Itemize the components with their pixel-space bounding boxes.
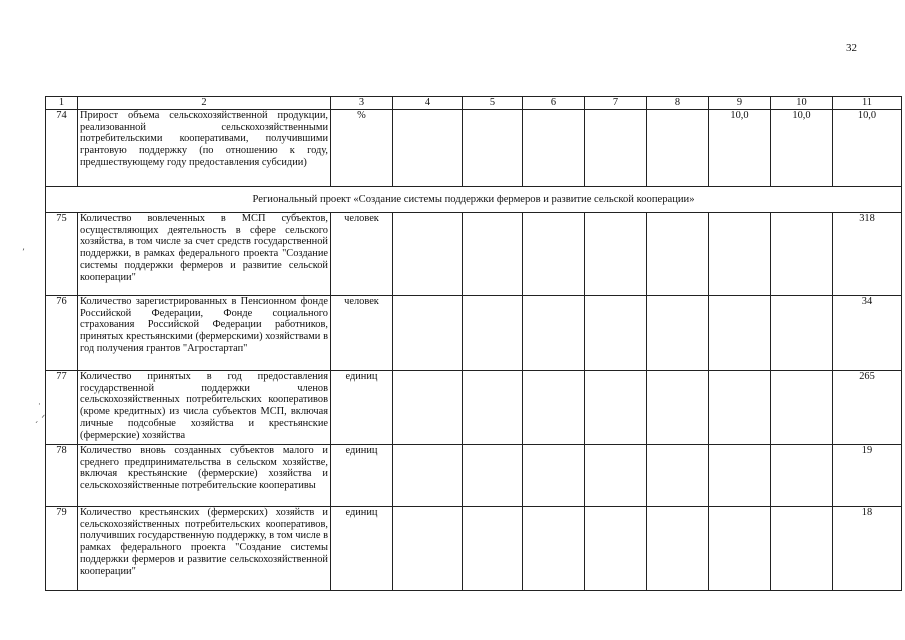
table-row <box>46 110 902 187</box>
indicator-name: Количество крестьянских (фермерских) хозяйств и сельскохозяйственных потребительских кооперативов, получивших государственную поддержку, в том числе в рамках федерального проекта "Создание системы поддержки фермеров и развитие сельскохозяйственной кооперации" <box>78 507 331 591</box>
unit-cell: человек <box>331 296 393 371</box>
value-cell: 10,0 <box>709 110 771 187</box>
value-cell: 10,0 <box>833 110 902 187</box>
scan-mark: ʼ <box>22 248 25 258</box>
value-cell <box>523 213 585 296</box>
value-cell <box>463 110 523 187</box>
column-number: 5 <box>463 97 523 110</box>
column-number: 3 <box>331 97 393 110</box>
value-cell <box>771 445 833 507</box>
indicator-name: Количество принятых в год предоставления государственной поддержки членов сельскохозяйственных потребительских кооперативов (кроме кредитных) из числа субъектов МСП, включая личные подсобные хозяйства и крестьянские (фермерские) хозяйства <box>78 371 331 445</box>
value-cell <box>585 213 647 296</box>
value-cell <box>709 507 771 591</box>
table-row <box>46 371 902 445</box>
indicator-name: Количество вовлеченных в МСП субъектов, осуществляющих деятельность в сфере сельского хозяйства, в том числе за счет средств государственной поддержки, в рамках федерального проекта "Создание системы поддержки фермеров и развитие сельской кооперации" <box>78 213 331 296</box>
value-cell: 318 <box>833 213 902 296</box>
row-number: 75 <box>46 213 78 296</box>
value-cell <box>523 110 585 187</box>
section-title: Региональный проект «Создание системы поддержки фермеров и развитие сельской кооперации» <box>46 187 902 213</box>
value-cell <box>393 110 463 187</box>
column-number: 4 <box>393 97 463 110</box>
value-cell: 265 <box>833 371 902 445</box>
value-cell <box>709 296 771 371</box>
column-number: 7 <box>585 97 647 110</box>
value-cell <box>709 213 771 296</box>
value-cell <box>647 445 709 507</box>
row-number: 76 <box>46 296 78 371</box>
value-cell <box>647 507 709 591</box>
value-cell <box>463 296 523 371</box>
value-cell <box>771 507 833 591</box>
value-cell <box>585 507 647 591</box>
column-number: 2 <box>78 97 331 110</box>
table-row <box>46 213 902 296</box>
scan-mark: · <box>38 400 41 410</box>
value-cell <box>771 371 833 445</box>
column-number: 8 <box>647 97 709 110</box>
value-cell <box>647 110 709 187</box>
value-cell: 18 <box>833 507 902 591</box>
row-number: 77 <box>46 371 78 445</box>
value-cell <box>393 296 463 371</box>
column-number: 11 <box>833 97 902 110</box>
value-cell <box>393 213 463 296</box>
page-number: 32 <box>846 42 857 54</box>
unit-cell: единиц <box>331 445 393 507</box>
value-cell <box>393 445 463 507</box>
value-cell <box>709 371 771 445</box>
section-row <box>46 187 902 213</box>
value-cell <box>771 213 833 296</box>
value-cell <box>585 371 647 445</box>
value-cell <box>463 507 523 591</box>
value-cell <box>523 507 585 591</box>
unit-cell: единиц <box>331 507 393 591</box>
value-cell <box>647 296 709 371</box>
value-cell <box>523 445 585 507</box>
table-row <box>46 507 902 591</box>
column-number: 10 <box>771 97 833 110</box>
column-number: 9 <box>709 97 771 110</box>
value-cell <box>647 371 709 445</box>
row-number: 74 <box>46 110 78 187</box>
unit-cell: % <box>331 110 393 187</box>
value-cell <box>393 507 463 591</box>
value-cell: 34 <box>833 296 902 371</box>
indicator-name: Прирост объема сельскохозяйственной продукции, реализованной сельскохозяйственными потребительскими кооперативами, получившими грантовую поддержку (по отношению к году, предшествующему году предоставления субсидии) <box>78 110 331 187</box>
value-cell <box>771 296 833 371</box>
indicator-name: Количество зарегистрированных в Пенсионном фонде Российской Федерации, Фонде социального страхования Российской Федерации работников, принятых крестьянскими (фермерскими) хозяйствами в год получения грантов "Агростартап" <box>78 296 331 371</box>
scan-mark: ˏ ᐟ <box>34 414 46 424</box>
unit-cell: единиц <box>331 371 393 445</box>
table-row <box>46 296 902 371</box>
value-cell <box>585 296 647 371</box>
value-cell <box>393 371 463 445</box>
unit-cell: человек <box>331 213 393 296</box>
row-number: 78 <box>46 445 78 507</box>
column-number-row <box>46 97 902 110</box>
value-cell: 19 <box>833 445 902 507</box>
column-number: 6 <box>523 97 585 110</box>
value-cell <box>585 445 647 507</box>
value-cell: 10,0 <box>771 110 833 187</box>
value-cell <box>647 213 709 296</box>
table-row <box>46 445 902 507</box>
value-cell <box>463 445 523 507</box>
value-cell <box>709 445 771 507</box>
indicator-name: Количество вновь созданных субъектов малого и среднего предпринимательства в сельском хозяйстве, включая крестьянские (фермерские) хозяйства и сельскохозяйственные потребительские кооперативы <box>78 445 331 507</box>
row-number: 79 <box>46 507 78 591</box>
value-cell <box>463 371 523 445</box>
value-cell <box>463 213 523 296</box>
value-cell <box>585 110 647 187</box>
indicators-table <box>45 96 902 591</box>
column-number: 1 <box>46 97 78 110</box>
value-cell <box>523 371 585 445</box>
value-cell <box>523 296 585 371</box>
